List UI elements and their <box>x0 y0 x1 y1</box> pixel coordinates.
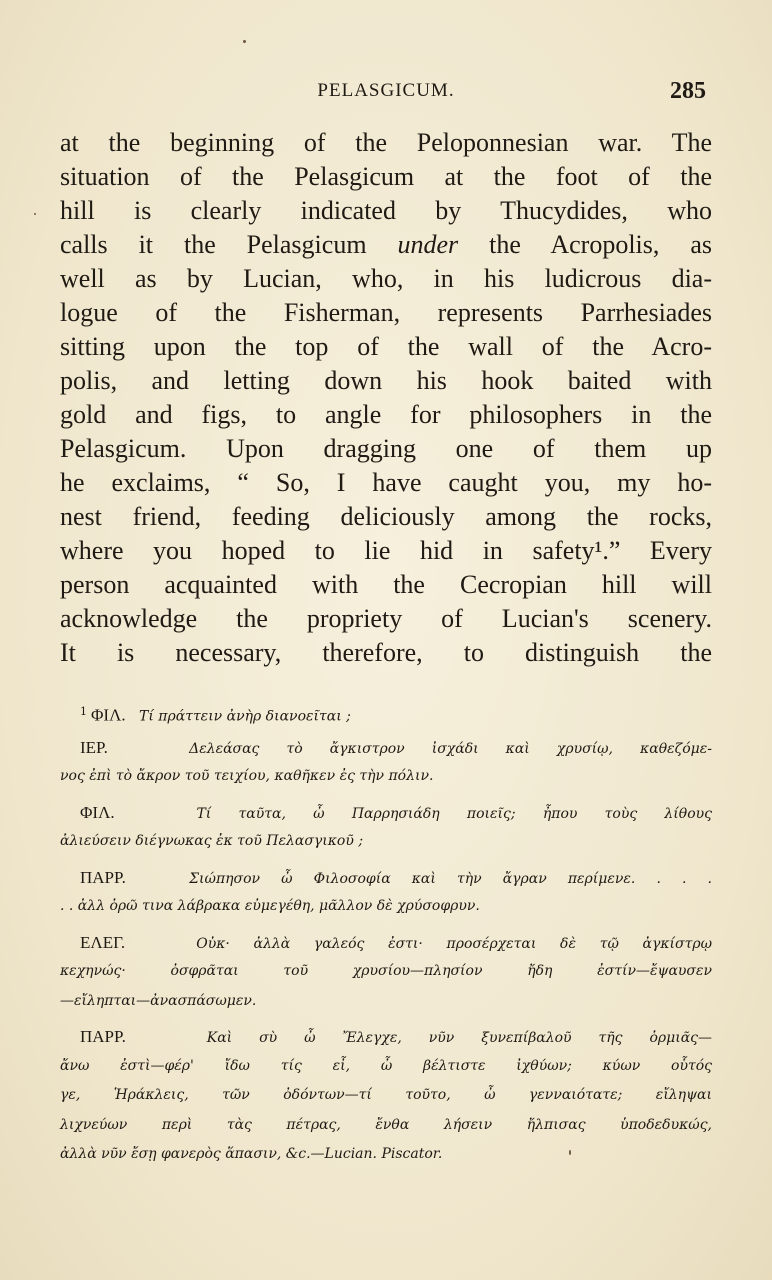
text-line: sitting upon the top of the wall of the Acro- <box>60 332 712 361</box>
greek-text: Οὐκ· ἀλλὰ γαλεός ἐστι· προσέρχεται δὲ τῷ ἀγκίστρῳ <box>196 935 712 952</box>
footnote-line <box>60 798 712 828</box>
running-head: PELASGICUM. <box>317 80 455 101</box>
text-line: well as by Lucian, who, in his ludicrous dia- <box>60 264 712 293</box>
text-line: nest friend, feeding deliciously among the rocks, <box>60 502 712 531</box>
footnote-line <box>60 1022 712 1052</box>
text-line: polis, and letting down his hook baited with <box>60 366 712 395</box>
greek-text: Τί ταῦτα, ὦ Παρρησιάδη ποιεῖς; ἦπου τοὺς λίθους <box>196 805 712 822</box>
page-header <box>60 78 712 112</box>
speaker-label: ΙΕΡ. <box>80 737 108 757</box>
footnote-block <box>60 1022 712 1170</box>
body-text <box>60 126 712 670</box>
footnote-line <box>60 928 712 958</box>
text-line: he exclaims, “ So, I have caught you, my ho- <box>60 468 712 497</box>
footnote-block <box>60 798 712 857</box>
footnote-block <box>60 697 712 727</box>
greek-text: Τί πράττειν ἀνὴρ διανοεῖται ; <box>139 708 351 725</box>
footnote-line: γε, Ἡράκλεις, τῶν ὀδόντων—τί τοῦτο, ὦ γενναιότατε; εἴληψαι <box>60 1087 712 1103</box>
text-line: where you hoped to lie hid in safety¹.” Every <box>60 536 712 565</box>
page-number: 285 <box>670 78 706 104</box>
footnote-line: ἀλλὰ νῦν ἔσῃ φανερὸς ἅπασιν, &c.—Lucian. Piscator. <box>60 1146 443 1162</box>
footnotes <box>60 697 712 1176</box>
footnote-line: . . ἀλλ ὁρῶ τινα λάβρακα εὐμεγέθη, μᾶλλον δὲ χρύσοφρυν. <box>60 898 480 914</box>
footnote-marker: 1 <box>80 705 87 718</box>
text-line: at the beginning of the Peloponnesian war. The <box>60 128 712 157</box>
text-line: Pelasgicum. Upon dragging one of them up <box>60 434 712 463</box>
text-line: logue of the Fisherman, represents Parrhesiades <box>60 298 712 327</box>
footnote-line: ἄνω ἐστὶ—φέρ' ἴδω τίς εἶ, ὦ βέλτιστε ἰχθύων; κύων οὗτός <box>60 1057 712 1074</box>
text-line: person acquainted with the Cecropian hill will <box>60 570 712 599</box>
footnote-block <box>60 863 712 922</box>
greek-text: Δελεάσας τὸ ἄγκιστρον ἰσχάδι καὶ χρυσίῳ, καθεζόμε- <box>189 740 712 757</box>
text-line: situation of the Pelasgicum at the foot of the <box>60 162 712 191</box>
speaker-label: ΕΛΕΓ. <box>80 932 126 952</box>
footnote-block <box>60 928 712 1017</box>
footnote-line <box>60 733 712 763</box>
text-line: acknowledge the propriety of Lucian's scenery. <box>60 604 712 633</box>
speaker-label: ΠΑΡΡ. <box>80 867 126 887</box>
footnote-line <box>60 697 712 727</box>
footnote-block <box>60 733 712 792</box>
speaker-label: ΠΑΡΡ. <box>80 1027 126 1046</box>
speaker-label: ΦΙΛ. <box>91 705 126 725</box>
text-line: gold and figs, to angle for philosophers in the <box>60 400 712 429</box>
footnote-line: νος ἐπὶ τὸ ἄκρον τοῦ τειχίου, καθῆκεν ἐς τὴν πόλιν. <box>60 768 434 784</box>
greek-text: Καὶ σὺ ὦ Ἔλεγχε, νῦν ξυνεπίβαλοῦ τῆς ὁρμιᾶς— <box>206 1030 712 1046</box>
footnote-line: ἁλιεύσειν διέγνωκας ἐκ τοῦ Πελασγικοῦ ; <box>60 833 364 849</box>
footnote-line: —εἴληπται—ἀνασπάσωμεν. <box>60 992 257 1009</box>
text-line: It is necessary, therefore, to distinguish the <box>60 638 712 667</box>
text-line: calls it the Pelasgicum under the Acropolis, as <box>60 230 712 259</box>
footnote-line <box>60 863 712 893</box>
footnote-line: κεχηνώς· ὀσφρᾶται τοῦ χρυσίου—πλησίον ἤδη ἐστίν—ἔψαυσεν <box>60 963 712 979</box>
greek-text: Σιώπησον ὦ Φιλοσοφία καὶ τὴν ἄγραν περίμενε. . . . <box>189 870 712 887</box>
text-line: hill is clearly indicated by Thucydides, who <box>60 196 712 225</box>
footnote-line: λιχνεύων περὶ τὰς πέτρας, ἔνθα λήσειν ἤλπισας ὑποδεδυκώς, <box>60 1116 712 1133</box>
speaker-label: ΦΙΛ. <box>80 802 115 822</box>
